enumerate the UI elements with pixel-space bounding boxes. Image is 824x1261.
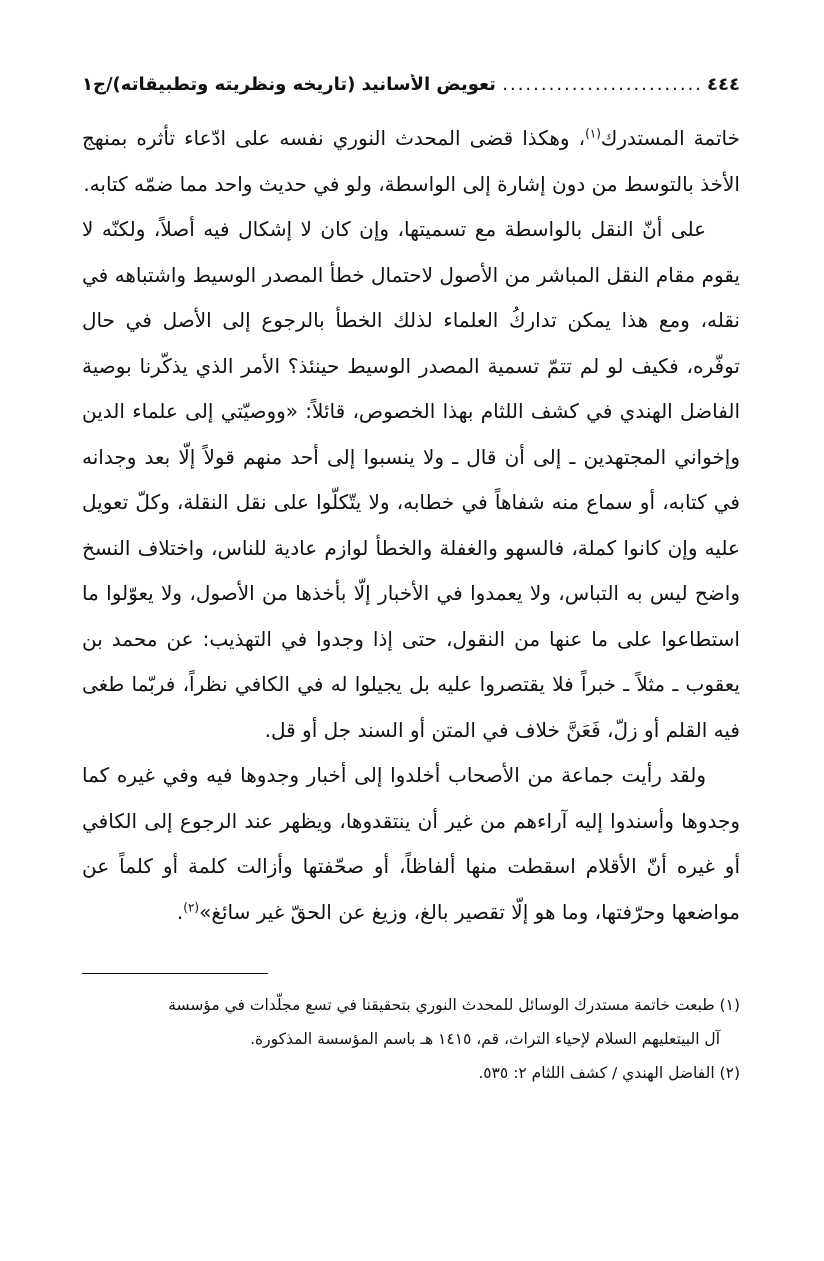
footnote-divider <box>82 973 268 974</box>
paragraph-1-start: خاتمة المستدرك <box>600 126 740 150</box>
footnote-1: (١) طبعت خاتمة مستدرك الوسائل للمحدث النوري بتحقيقنا في تسع مجلّدات في مؤسسة <box>168 996 740 1014</box>
paragraph-2: على أنّ النقل بالواسطة مع تسميتها، وإن كان لا إشكال فيه أصلاً، ولكنّه لا يقوم مقام النقل المباشر من الأصول لاحتمال خطأ المصدر الوسيط واشتباهه في نقله، ومع هذا يمكن تداركُ العلماء لذلك الخطأ بالرجوع إلى الأصل في حال توفّره، فكيف لو لم تتمّ تسمية المصدر الوسيط حينئذ؟ الأمر الذي يذكّرنا بوصية الفاضل الهندي في كشف اللثام بهذا الخصوص، قائلاً: «ووصيّتي إلى علماء الدين وإخواني المجتهدين ـ إلى أن قال ـ ولا ينسبوا إلى أحد منهم قولاً إلّا بعد وجدانه في كتابه، أو سماع منه شفاهاً في خطابه، ولا يتّكلّوا على نقل النقلة، وكلّ تعويل عليه وإن كانوا كملة، فالسهو والغفلة والخطأ لوازم عادية للناس، واختلاف النسخ واضح ليس به التباس، ولا يعمدوا في الأخبار إلّا بأخذها من الأصول، ولا يعوّلوا ما استطاعوا على ما عنها من النقول، حتى إذا وجدوا في التهذيب: عن محمد بن يعقوب ـ مثلاً ـ خبراً فلا يقتصروا عليه بل يجيلوا له في الكافي نظراً، فربّما طغى فيه القلم أو زلّ، فَعَنَّ خلاف في المتن أو السند جل أو قل. <box>82 217 740 742</box>
book-page <box>82 74 740 1194</box>
book-title: تعويض الأسانيد (تاريخه ونظريته وتطبيقاته)/ج١ <box>82 74 496 95</box>
footnote-marker-1: (١) <box>585 126 601 141</box>
page-number: ٤٤٤ <box>707 74 740 95</box>
footnote-marker-2: (٢) <box>183 899 200 914</box>
paragraph-1-rest: ، وهكذا قضى المحدث النوري نفسه على ادّعاء تأثره بمنهج الأخذ بالتوسط من دون إشارة إلى الواسطة، ولو في حديث واحد مما ضمّه كتابه. <box>82 126 740 196</box>
body-text <box>82 116 740 935</box>
paragraph-3 <box>82 753 740 935</box>
footnotes <box>82 988 740 1090</box>
paragraph-3-end: . <box>176 899 184 924</box>
paragraph-3-text: ولقد رأيت جماعة من الأصحاب أخلدوا إلى أخبار وجدوها فيه وفي غيره كما وجدوها وأسندوا إليه آراءهم من غير أن ينتقدوها، ويظهر عند الرجوع إلى الكافي أو غيره أنّ الأقلام اسقطت منها ألفاظاً، أو صحّفتها وأزالت كلمة أو كلماً عن مواضعها وحرّفتها، وما هو إلّا تقصير بالغ، وزيغ عن الحقّ غير سائغ» <box>82 763 740 924</box>
footnote-1-continuation: آل البيتعليهم السلام لإحياء التراث، قم، ١٤١٥ هـ باسم المؤسسة المذكورة. <box>250 1030 720 1048</box>
footnote-2: (٢) الفاضل الهندي / كشف اللثام ٢: ٥٣٥. <box>478 1064 740 1082</box>
running-header <box>82 74 740 106</box>
paragraph-1 <box>82 116 740 207</box>
header-leader-dots: .......................... <box>502 74 704 95</box>
